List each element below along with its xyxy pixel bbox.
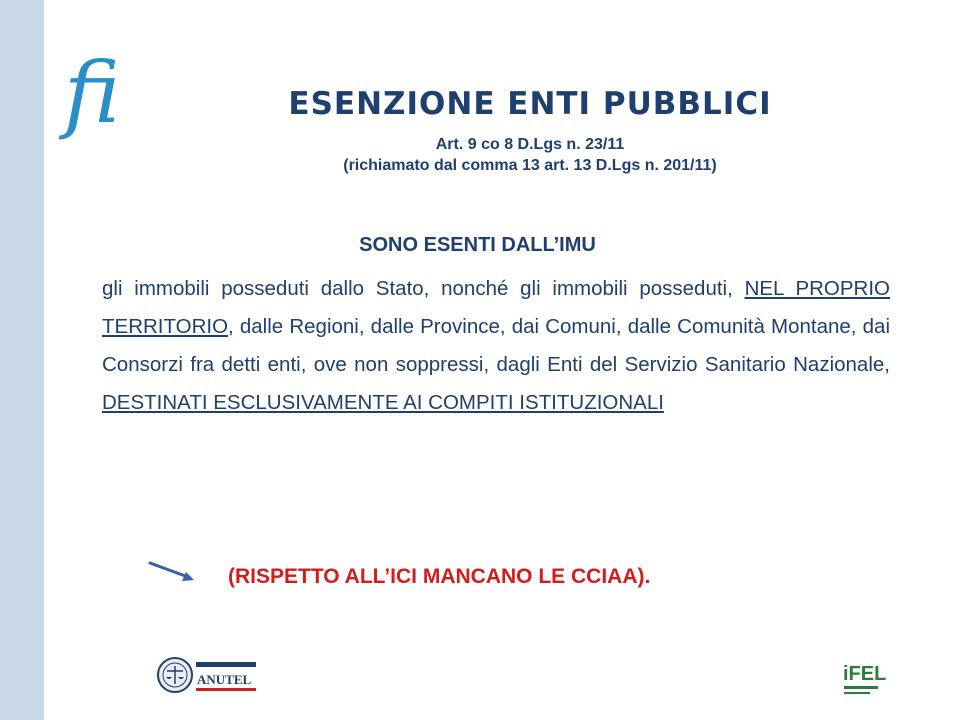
page-title: ESENZIONE ENTI PUBBLICI [288,86,772,122]
body-text-part1: gli immobili posseduti dallo Stato, nonché gli immobili posseduti, [102,277,745,300]
svg-text:ANUTEL: ANUTEL [197,672,252,687]
subtitle-article: Art. 9 co 8 D.Lgs n. 23/11 [435,136,625,153]
anutel-logo [156,654,258,696]
fi-logo [62,40,132,140]
cciaa-note: (RISPETTO ALL’ICI MANCANO LE CCIAA). [228,565,651,588]
underlined-institutional-duties: DESTINATI ESCLUSIVAMENTE AI COMPITI ISTITUZIONALI [102,391,664,414]
arrow-right-icon [148,557,198,587]
svg-text:fi: fi [64,44,121,142]
underlined-territory: NEL PROPRIO TERRITORIO [102,277,891,338]
left-sidebar-bar [0,0,44,720]
subtitle-reference: (richiamato dal comma 13 art. 13 D.Lgs n. 201/11) [343,157,717,174]
svg-text:iFEL: iFEL [843,663,887,685]
ifel-logo [842,652,887,698]
body-paragraph [102,270,890,422]
body-text-part2: , dalle Regioni, dalle Province, dai Comuni, dalle Comunità Montane, dai Consorzi fra detti enti, ove non soppressi, dagli Enti del Servizio Sanitario Nazionale, [102,315,890,376]
section-heading: SONO ESENTI DALL’IMU [359,234,596,256]
